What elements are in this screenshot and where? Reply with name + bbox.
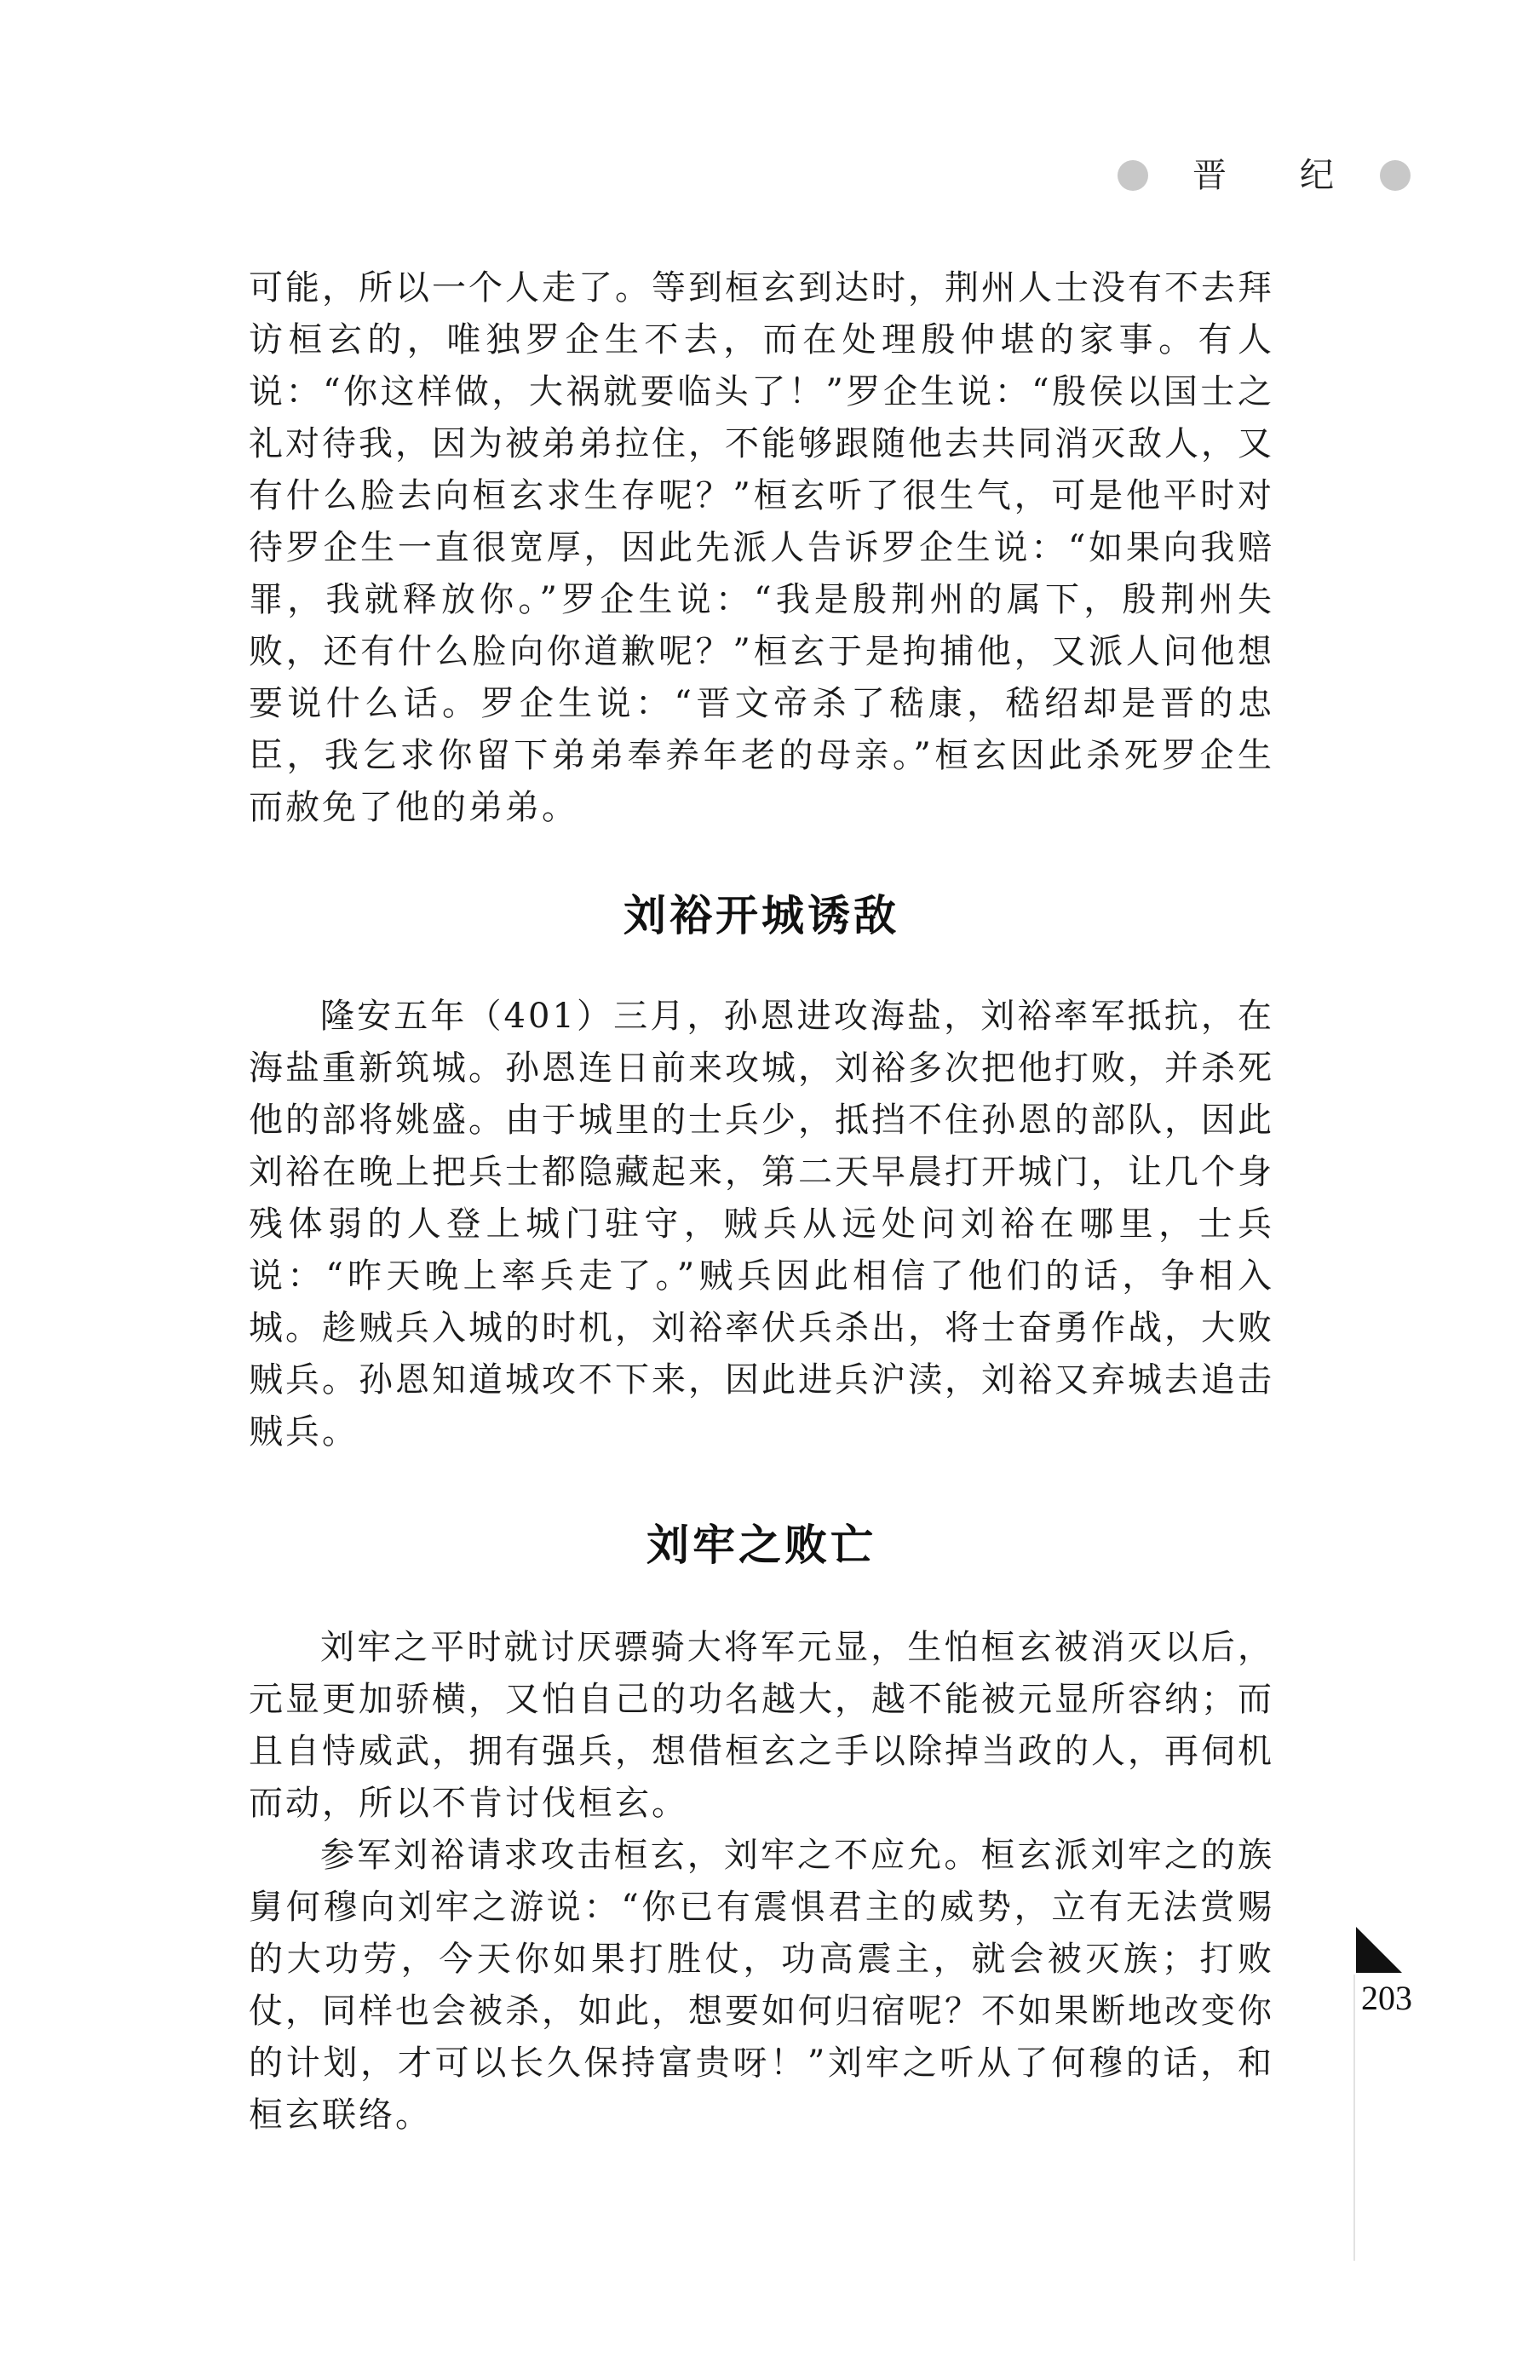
body-paragraph: 参军刘裕请求攻击桓玄，刘牢之不应允。桓玄派刘牢之的族舅何穆向刘牢之游说：“你已有震惧君主的威势，立有无法赏赐的大功劳，今天你如果打胜仗，功高震主，就会被灭族；打败仗，同样也会被杀，如此，想要如何归宿呢？不如果断地改变你的计划，才可以长久保持富贵呀！”刘牢之听从了何穆的话，和桓玄联络。 — [249, 1836, 1274, 2135]
section-title: 刘牢之败亡 — [646, 1521, 876, 1570]
header-dot-icon — [1380, 160, 1411, 191]
page-corner-marker-icon — [1356, 1927, 1402, 1973]
section-title: 刘裕开城诱敌 — [623, 891, 899, 940]
body-paragraph: 刘牢之平时就讨厌骠骑大将军元显，生怕桓玄被消灭以后，元显更加骄横，又怕自己的功名越大，越不能被元显所容纳；而且自恃威武，拥有强兵，想借桓玄之手以除掉当政的人，再伺机而动，所以不肯讨伐桓玄。 — [249, 1628, 1274, 1823]
page-number: 203 — [1361, 1979, 1412, 2017]
page-body — [249, 262, 1274, 2141]
margin-rule — [1353, 1975, 1355, 2261]
running-header — [1107, 150, 1431, 201]
body-paragraph: 隆安五年（401）三月，孙恩进攻海盐，刘裕率军抵抗，在海盐重新筑城。孙恩连日前来攻城，刘裕多次把他打败，并杀死他的部将姚盛。由于城里的士兵少，抵挡不住孙恩的部队，因此刘裕在晚上把兵士都隐藏起来，第二天早晨打开城门，让几个身残体弱的人登上城门驻守，贼兵从远处问刘裕在哪里，士兵说：“昨天晚上率兵走了。”贼兵因此相信了他们的话，争相入城。趁贼兵入城的时机，刘裕率伏兵杀出，将士奋勇作战，大败贼兵。孙恩知道城攻不下来，因此进兵沪渎，刘裕又弃城去追击贼兵。 — [249, 997, 1274, 1452]
header-dot-icon — [1118, 160, 1148, 191]
intro-paragraph: 可能，所以一个人走了。等到桓玄到达时，荆州人士没有不去拜访桓玄的，唯独罗企生不去，而在处理殷仲堪的家事。有人说：“你这样做，大祸就要临头了！”罗企生说：“殷侯以国士之礼对待我，因为被弟弟拉住，不能够跟随他去共同消灭敌人，又有什么脸去向桓玄求生存呢？”桓玄听了很生气，可是他平时对待罗企生一直很宽厚，因此先派人告诉罗企生说：“如果向我赔罪，我就释放你。”罗企生说：“我是殷荆州的属下，殷荆州失败，还有什么脸向你道歉呢？”桓玄于是拘捕他，又派人问他想要说什么话。罗企生说：“晋文帝杀了嵇康，嵇绍却是晋的忠臣，我乞求你留下弟弟奉养年老的母亲。”桓玄因此杀死罗企生而赦免了他的弟弟。 — [249, 268, 1274, 827]
header-title-left: 晋 — [1192, 156, 1227, 195]
header-title-right: 纪 — [1300, 156, 1334, 195]
